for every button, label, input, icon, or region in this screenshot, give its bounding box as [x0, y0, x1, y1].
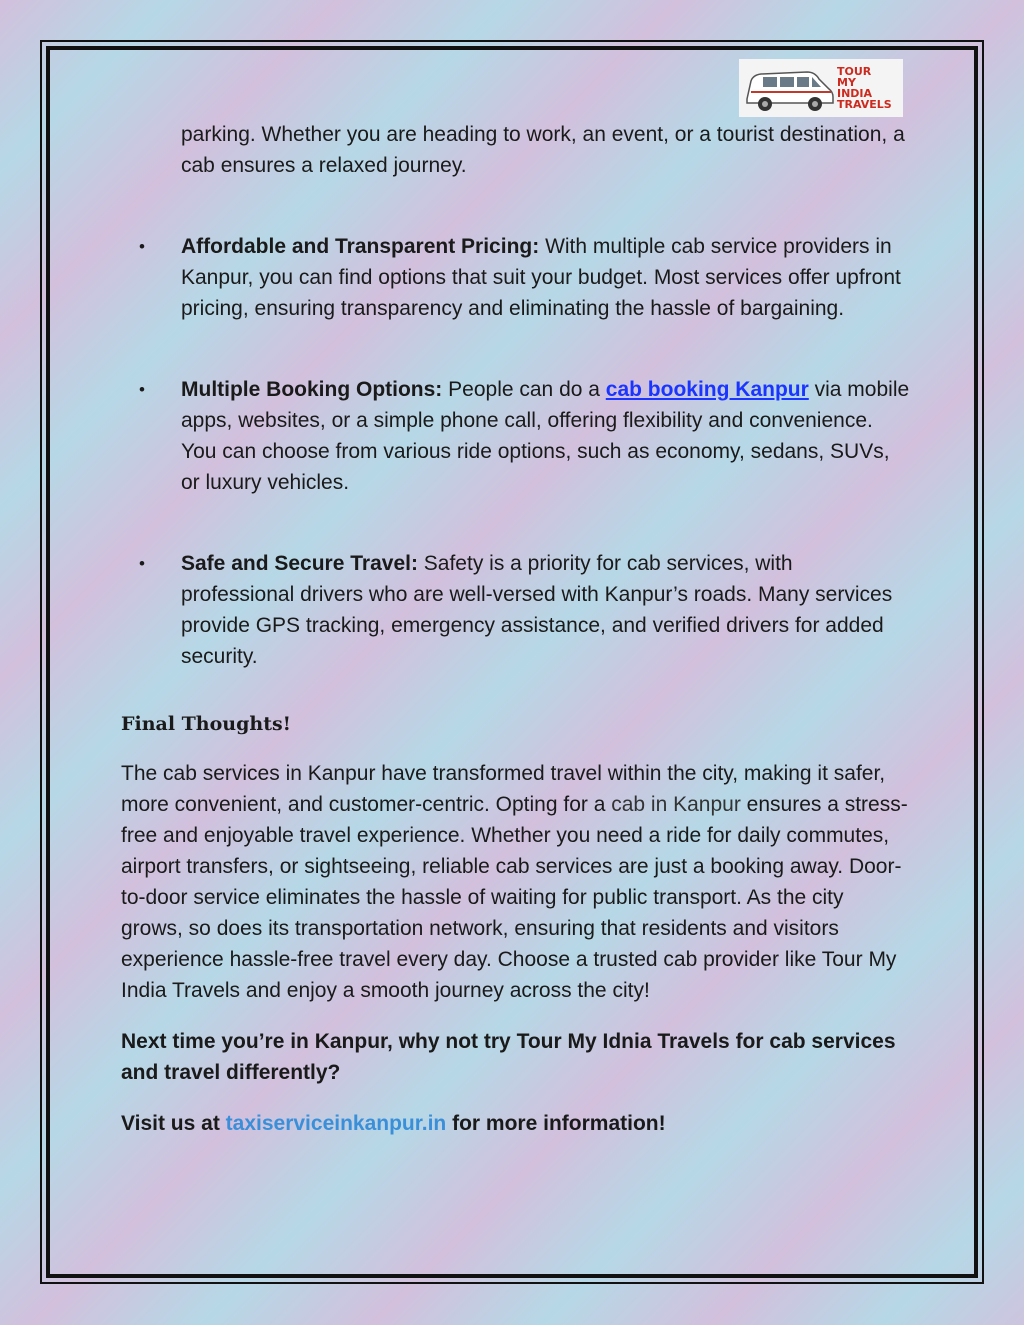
intro-continuation: parking. Whether you are heading to work, an event, or a tourist destination, a cab ensures a relaxed journey. [181, 123, 905, 177]
final-paragraph [121, 758, 911, 1006]
visit-text: Visit us at [121, 1112, 226, 1135]
benefits-list [121, 231, 911, 672]
document-body [121, 119, 911, 1139]
van-icon [741, 61, 837, 115]
paragraph-text: ensures a stress-free and enjoyable travel experience. Whether you need a ride for daily commutes, airport transfers, or sightseeing, reliable cab services are just a booking away. Door-to-door service eliminates the hassle of waiting for public transport. As the city grows, so does its transportation network, ensuring that residents and visitors experience hassle-free travel every day. Choose a trusted cab provider like Tour My India Travels and enjoy a smooth journey across the city! [121, 793, 908, 1002]
logo-line-4: TRAVELS [837, 98, 892, 111]
visit-text: for more information! [446, 1112, 666, 1135]
bullet-text: via mobile apps, websites, or a simple phone call, offering flexibility and convenience. You can choose from various ride options, such as economy, sedans, SUVs, or luxury vehicles. [181, 378, 910, 494]
cab-in-kanpur-link[interactable]: cab in Kanpur [611, 793, 741, 816]
bullet-text: Safety is a priority for cab services, with professional drivers who are well-versed with Kanpur’s roads. Many services provide GPS tracking, emergency assistance, and verified drivers for added security. [181, 552, 893, 668]
logo-wordmark [837, 66, 892, 110]
bullet-title: Affordable and Transparent Pricing: [181, 235, 540, 258]
bullet-title: Safe and Secure Travel: [181, 552, 418, 575]
closing-question: Next time you’re in Kanpur, why not try Tour My Idnia Travels for cab services and travel differently? [121, 1030, 896, 1084]
list-item [121, 548, 911, 672]
bullet-icon: • [139, 380, 145, 399]
bullet-text: With multiple cab service providers in Kanpur, you can find options that suit your budget. Most services offer upfront pricing, ensuring transparency and eliminating the hassle of bargaining. [181, 235, 901, 320]
bullet-text: People can do a [442, 378, 606, 401]
section-heading: Final Thoughts! [121, 713, 292, 735]
cab-booking-link[interactable]: cab booking Kanpur [605, 378, 809, 401]
website-link[interactable]: taxiserviceinkanpur.in [225, 1112, 447, 1135]
bullet-title: Multiple Booking Options: [181, 378, 443, 401]
list-item [121, 231, 911, 324]
bullet-icon: • [139, 554, 145, 573]
bullet-icon: • [139, 237, 145, 256]
list-item [121, 374, 911, 498]
logo-line-1: TOUR [837, 65, 872, 78]
visit-line [121, 1108, 911, 1139]
logo-line-3: INDIA [837, 87, 873, 100]
logo-line-2: MY [837, 76, 856, 89]
company-logo [739, 59, 903, 117]
paragraph-text: The cab services in Kanpur have transformed travel within the city, making it safer, more convenient, and customer-centric. Opting for a [121, 762, 886, 816]
